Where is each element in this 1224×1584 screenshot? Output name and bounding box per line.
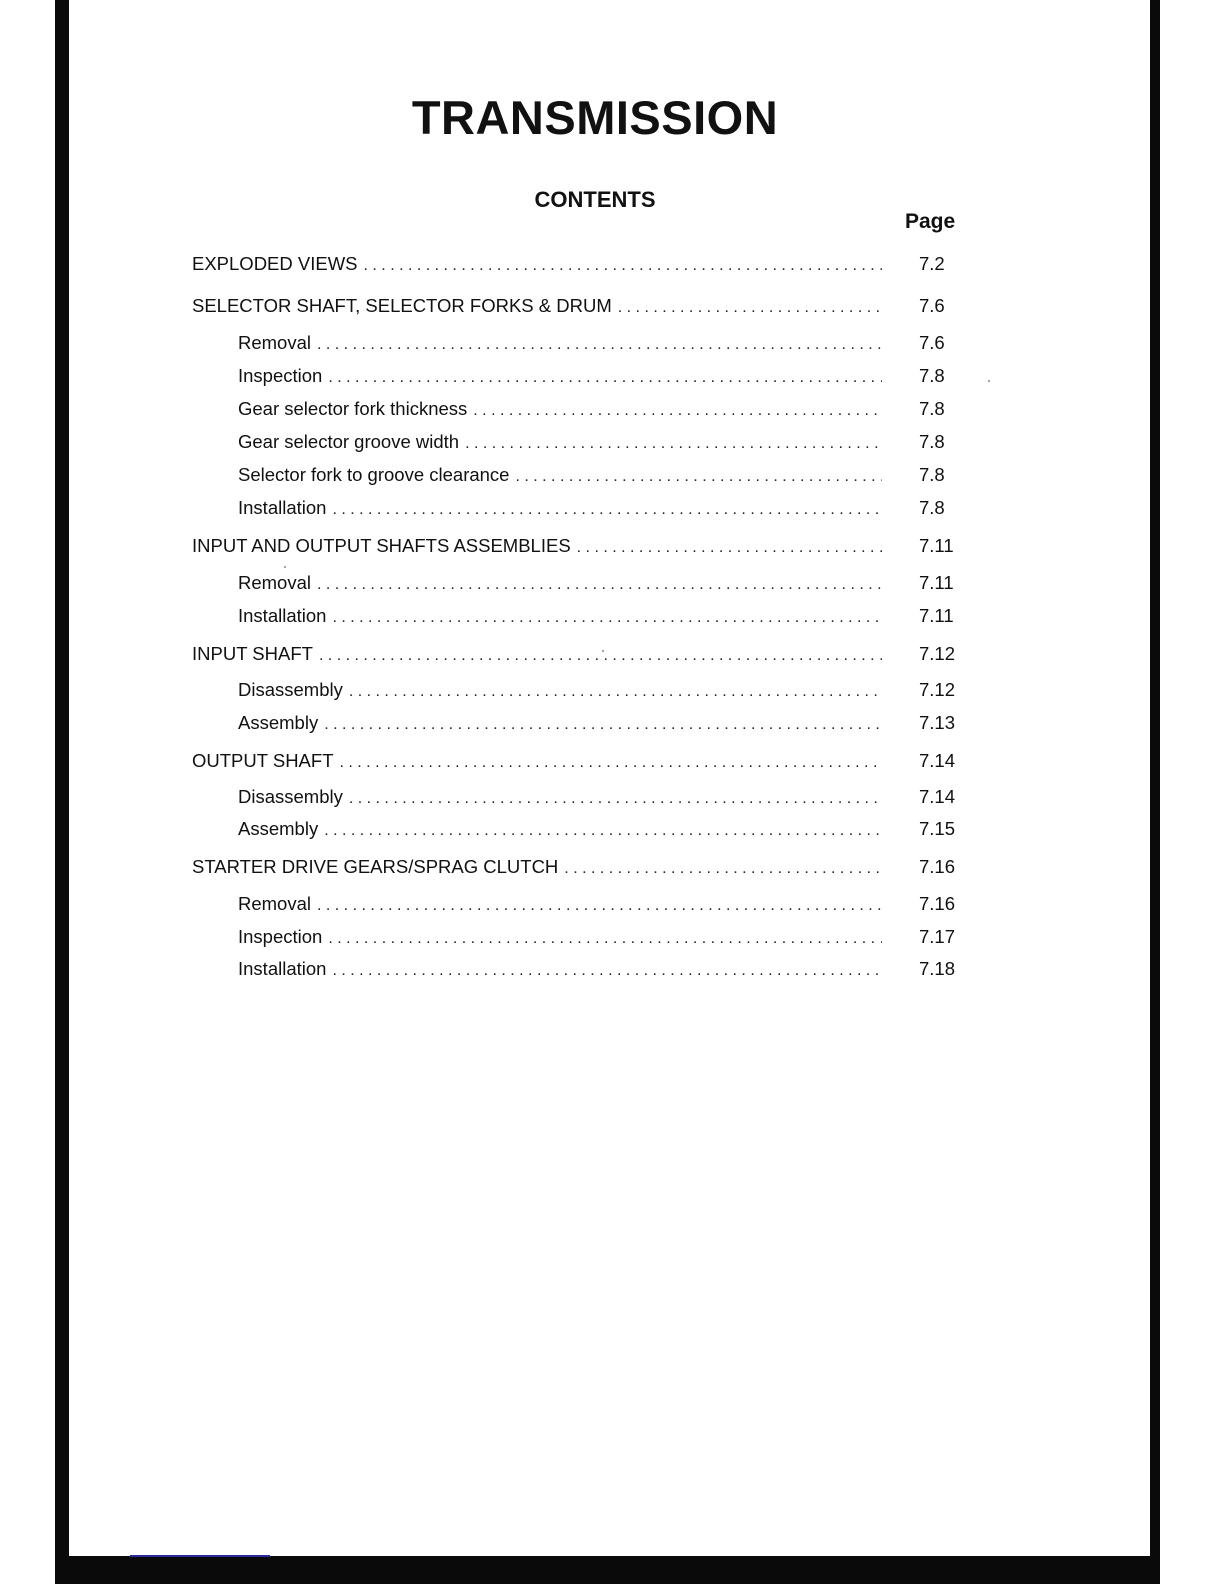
toc-entry-page: 7.14: [919, 750, 956, 771]
dot-leader: [473, 402, 882, 420]
toc-entry-page: 7.15: [919, 818, 956, 839]
toc-entry[interactable]: [192, 253, 882, 279]
scan-speck: [988, 380, 990, 382]
toc-subentry[interactable]: [238, 958, 882, 984]
toc-entry-label: INPUT AND OUTPUT SHAFTS ASSEMBLIES: [192, 535, 571, 556]
toc-subentry[interactable]: [238, 431, 882, 457]
dot-leader: [332, 962, 882, 980]
toc-entry-page: 7.8: [919, 431, 945, 452]
toc-entry-page: 7.16: [919, 893, 956, 914]
dot-leader: [317, 336, 882, 354]
toc-entry-page: 7.8: [919, 398, 945, 419]
toc-entry-label: Removal: [238, 893, 311, 914]
scan-artifact-line: [130, 1555, 270, 1557]
page-column-heading: Page: [905, 210, 956, 233]
toc-entry-page: 7.8: [919, 464, 945, 485]
toc-entry[interactable]: [192, 643, 882, 669]
dot-leader: [317, 897, 882, 915]
toc-entry-page: 7.11: [919, 572, 954, 593]
toc-entry-page: 7.6: [919, 295, 945, 316]
toc-entry-label: Installation: [238, 497, 327, 518]
dot-leader: [577, 539, 882, 557]
toc-subentry[interactable]: [238, 679, 882, 705]
dot-leader: [332, 609, 882, 627]
toc-entry[interactable]: [192, 856, 882, 882]
toc-entry-label: OUTPUT SHAFT: [192, 750, 334, 771]
toc-entry-label: Installation: [238, 605, 327, 626]
dot-leader: [317, 576, 882, 594]
toc-subentry[interactable]: [238, 497, 882, 523]
dot-leader: [332, 501, 882, 519]
toc-entry-label: Inspection: [238, 365, 323, 386]
toc-subentry[interactable]: [238, 398, 882, 424]
toc-entry-page: 7.14: [919, 786, 956, 807]
toc-entry-page: 7.8: [919, 497, 945, 518]
toc-entry-label: Gear selector fork thickness: [238, 398, 468, 419]
dot-leader: [328, 930, 882, 948]
toc-entry[interactable]: [192, 295, 882, 321]
toc-entry-page: 7.16: [919, 856, 956, 877]
toc-entry-label: Disassembly: [238, 679, 343, 700]
dot-leader: [618, 299, 882, 317]
toc-entry-page: 7.17: [919, 926, 956, 947]
toc-subentry[interactable]: [238, 365, 882, 391]
toc-subentry[interactable]: [238, 605, 882, 631]
toc-entry-label: Selector fork to groove clearance: [238, 464, 510, 485]
toc-subentry[interactable]: [238, 893, 882, 919]
scan-border-bottom: [55, 1556, 1160, 1584]
toc-entry-label: Disassembly: [238, 786, 343, 807]
scan-border-right: [1150, 0, 1160, 1584]
toc-entry-page: 7.2: [919, 253, 945, 274]
toc-entry-page: 7.11: [919, 605, 954, 626]
toc-entry-page: 7.13: [919, 712, 956, 733]
toc-subentry[interactable]: [238, 926, 882, 952]
dot-leader: [364, 257, 882, 275]
contents-heading: CONTENTS: [534, 187, 656, 212]
toc-entry-page: 7.6: [919, 332, 945, 353]
toc-subentry[interactable]: [238, 786, 882, 812]
dot-leader: [515, 468, 882, 486]
toc-entry-label: Removal: [238, 572, 311, 593]
toc-subentry[interactable]: [238, 818, 882, 844]
dot-leader: [349, 683, 882, 701]
toc-entry-label: Gear selector groove width: [238, 431, 460, 452]
toc-entry-page: 7.11: [919, 535, 954, 556]
dot-leader: [324, 716, 882, 734]
toc-entry-label: EXPLODED VIEWS: [192, 253, 358, 274]
toc-entry-page: 7.18: [919, 958, 956, 979]
toc-entry-label: STARTER DRIVE GEARS/SPRAG CLUTCH: [192, 856, 559, 877]
toc-subentry[interactable]: [238, 712, 882, 738]
dot-leader: [564, 860, 882, 878]
toc-entry-label: Removal: [238, 332, 311, 353]
dot-leader: [349, 790, 882, 808]
toc-entry-label: Assembly: [238, 818, 319, 839]
toc-subentry[interactable]: [238, 332, 882, 358]
toc-subentry[interactable]: [238, 464, 882, 490]
dot-leader: [465, 435, 882, 453]
page-title: TRANSMISSION: [411, 91, 779, 144]
toc-entry[interactable]: [192, 750, 882, 776]
toc-entry-label: INPUT SHAFT: [192, 643, 313, 664]
toc-entry-label: Assembly: [238, 712, 319, 733]
toc-entry-label: Installation: [238, 958, 327, 979]
toc-entry-label: Inspection: [238, 926, 323, 947]
dot-leader: [324, 822, 882, 840]
toc-entry-page: 7.12: [919, 643, 956, 664]
toc-entry-page: 7.12: [919, 679, 956, 700]
toc-entry-label: SELECTOR SHAFT, SELECTOR FORKS & DRUM: [192, 295, 612, 316]
toc-subentry[interactable]: [238, 572, 882, 598]
toc-entry-page: 7.8: [919, 365, 945, 386]
dot-leader: [319, 647, 882, 665]
toc-entry[interactable]: [192, 535, 882, 561]
dot-leader: [328, 369, 882, 387]
scan-border-left: [55, 0, 69, 1584]
dot-leader: [340, 754, 883, 772]
scan-speck: [284, 566, 286, 568]
